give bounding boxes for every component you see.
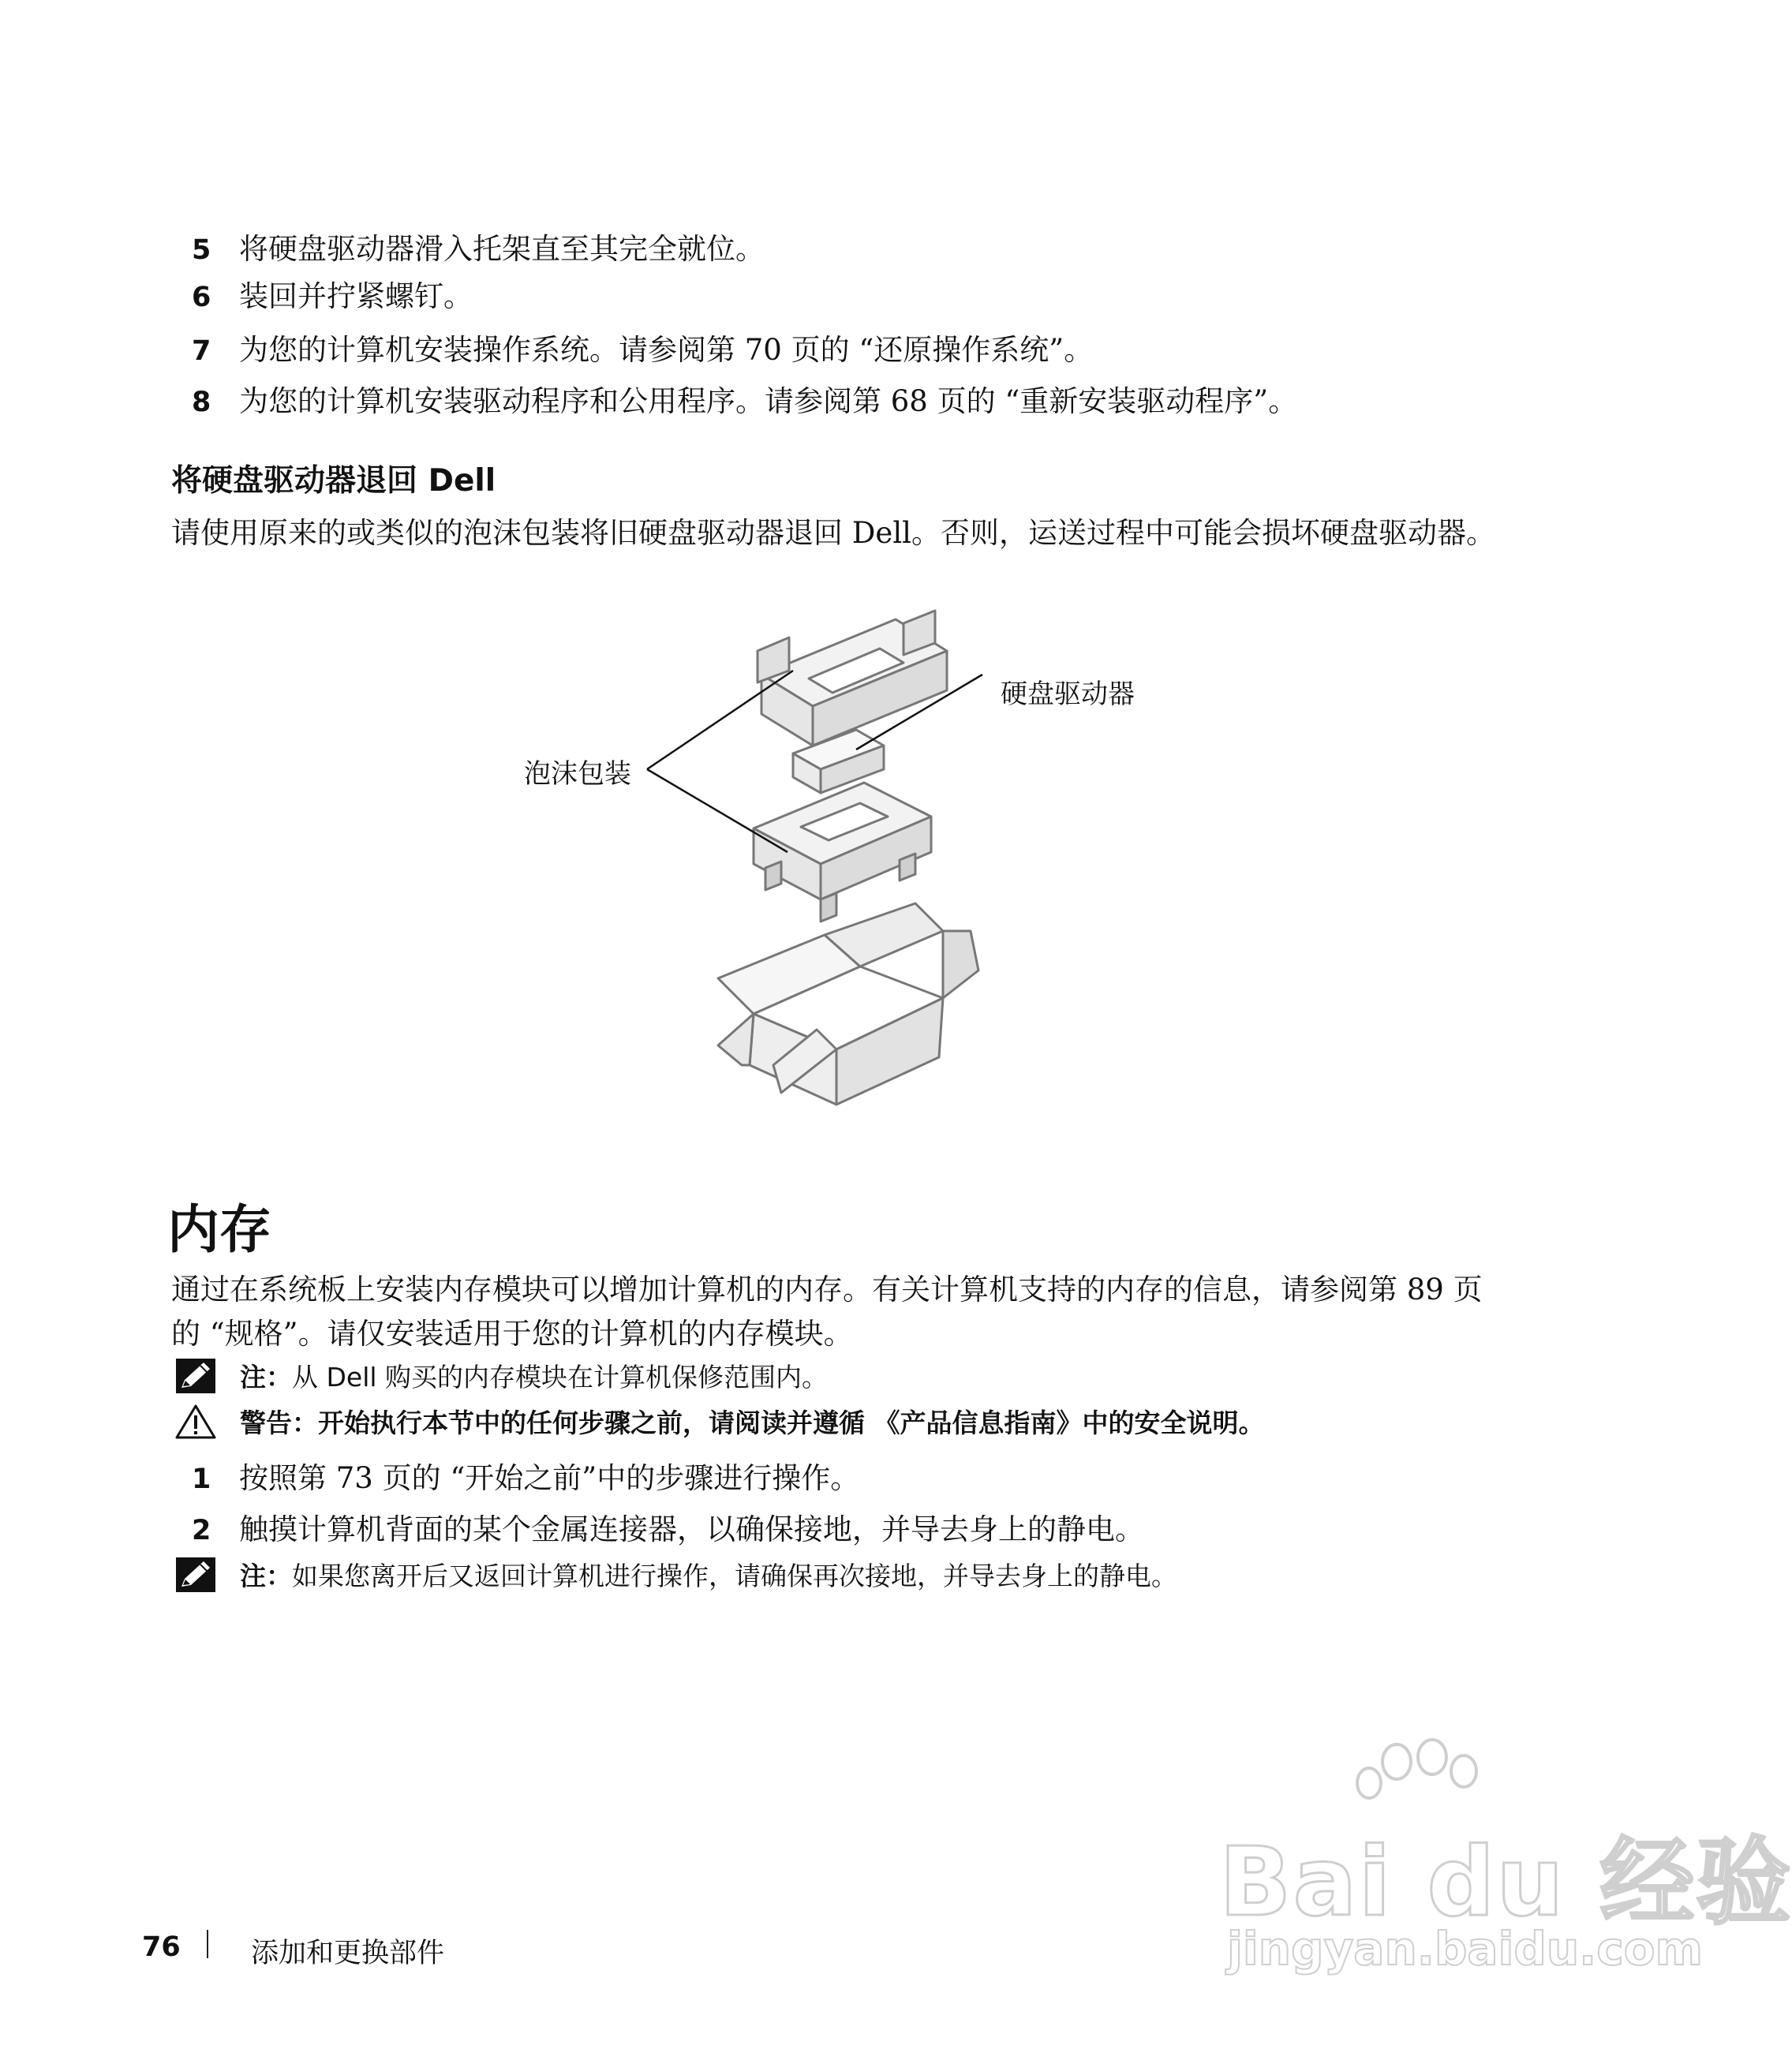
- step-text: 触摸计算机背面的某个金属连接器，以确保接地，并导去身上的静电。: [239, 1512, 1144, 1546]
- footer-divider: [207, 1930, 208, 1958]
- note-label: 注：: [240, 1561, 292, 1591]
- callout-hard-drive: 硬盘驱动器: [1001, 679, 1135, 710]
- note-warranty: [175, 1357, 828, 1394]
- note-pencil-icon: [175, 1358, 216, 1394]
- note-text: 从 Dell 购买的内存模块在计算机保修范围内。: [292, 1362, 829, 1393]
- warning-safety: [175, 1403, 1265, 1440]
- step-text: 将硬盘驱动器滑入托架直至其完全就位。: [239, 232, 765, 266]
- step-text: 为您的计算机安装驱动程序和公用程序。请参阅第 68 页的 “重新安装驱动程序”。: [239, 384, 1298, 418]
- step-text: 按照第 73 页的 “开始之前”中的步骤进行操作。: [239, 1461, 860, 1495]
- return-drive-paragraph: 请使用原来的或类似的泡沫包装将旧硬盘驱动器退回 Dell。否则，运送过程中可能会损坏硬盘驱动器。: [171, 516, 1495, 550]
- step-7: [192, 326, 1093, 368]
- watermark-url: jingyan.baidu.com: [1227, 1922, 1703, 1976]
- step-6: [192, 272, 473, 315]
- step-text: 装回并拧紧螺钉。: [239, 279, 473, 313]
- chapter-title: 添加和更换部件: [251, 1938, 445, 1969]
- step-number: 7: [192, 335, 211, 367]
- note-pencil-icon: [175, 1557, 216, 1593]
- note-label: 注：: [240, 1362, 292, 1393]
- step-number: 5: [192, 234, 211, 266]
- step-number: 1: [192, 1464, 211, 1495]
- shipping-box: [718, 903, 978, 1105]
- bottom-foam-piece: [754, 783, 931, 922]
- warning-text: 开始执行本节中的任何步骤之前，请阅读并遵循 《产品信息指南》中的安全说明。: [318, 1408, 1265, 1438]
- warning-triangle-icon: [175, 1404, 216, 1440]
- step-number: 2: [192, 1515, 211, 1546]
- callout-foam-packaging: 泡沫包装: [524, 758, 631, 790]
- step-8: [192, 377, 1297, 420]
- warning-label: 警告：: [240, 1408, 318, 1438]
- top-foam-piece: [758, 611, 947, 746]
- memory-paragraph-line-2: 的 “规格”。请仅安装适用于您的计算机的内存模块。: [171, 1317, 853, 1351]
- memory-step-2: [192, 1505, 1144, 1548]
- watermark-brand: Bai du 经验: [1219, 1828, 1792, 1938]
- note-ground-again: [175, 1556, 1177, 1593]
- step-text: 为您的计算机安装操作系统。请参阅第 70 页的 “还原操作系统”。: [239, 333, 1094, 367]
- memory-step-1: [192, 1454, 859, 1497]
- step-number: 8: [192, 387, 211, 418]
- page-number: 76: [142, 1931, 181, 1963]
- section-heading-return-drive: 将硬盘驱动器退回 Dell: [171, 463, 496, 499]
- step-number: 6: [192, 282, 211, 313]
- note-text: 如果您离开后又返回计算机进行操作，请确保再次接地，并导去身上的静电。: [292, 1561, 1177, 1591]
- section-heading-memory: 内存: [167, 1199, 271, 1260]
- step-5: [192, 225, 765, 267]
- memory-paragraph-line-1: 通过在系统板上安装内存模块可以增加计算机的内存。有关计算机支持的内存的信息，请参阅第 89 页: [171, 1273, 1483, 1307]
